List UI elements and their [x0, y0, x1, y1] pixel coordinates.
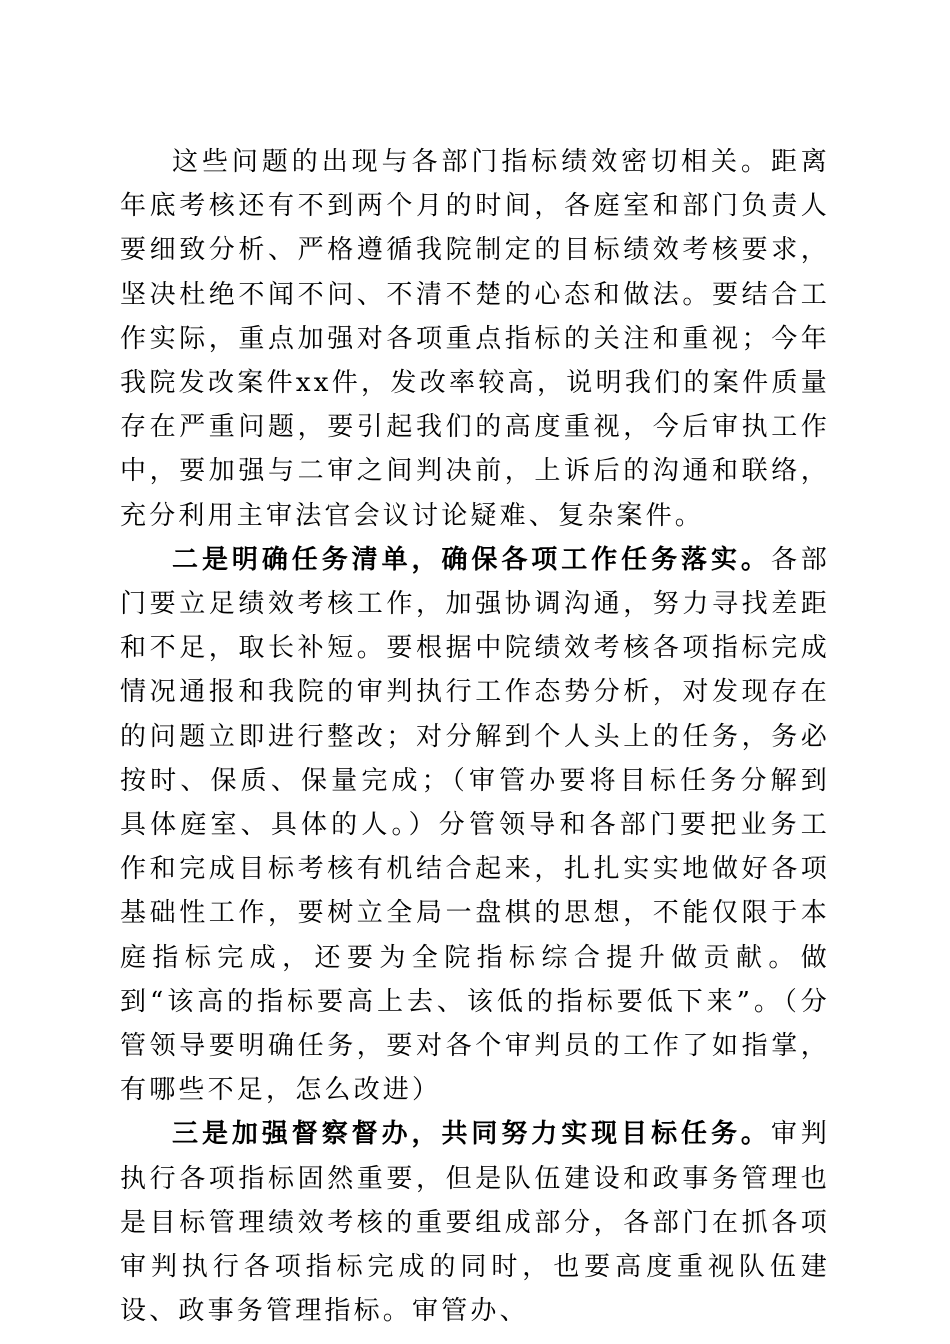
paragraph-1-text: 这些问题的出现与各部门指标绩效密切相关。距离年底考核还有不到两个月的时间，各庭室和部门负责人要细致分析、严格遵循我院制定的目标绩效考核要求，坚决杜绝不闻不问、不清不楚的心态和做法。要结合工作实际，重点加强对各项重点指标的关注和重视；今年我院发改案件xx件，发改率较高，说明我们的案件质量存在严重问题，要引起我们的高度重视，今后审执工作中，要加强与二审之间判决前，上诉后的沟通和联络，充分利用主审法官会议讨论疑难、复杂案件。 [120, 147, 830, 531]
paragraph-3-heading: 三是加强督察督办，共同努力实现目标任务。 [172, 1119, 771, 1150]
paragraph-3 [120, 1112, 830, 1333]
paragraph-2-heading: 二是明确任务清单，确保各项工作任务落实。 [172, 544, 771, 575]
paragraph-2 [120, 538, 830, 1113]
document-body [120, 140, 830, 1333]
paragraph-2-text: 各部门要立足绩效考核工作，加强协调沟通，努力寻找差距和不足，取长补短。要根据中院绩效考核各项指标完成情况通报和我院的审判执行工作态势分析，对发现存在的问题立即进行整改；对分解到个人头上的任务，务必按时、保质、保量完成；（审管办要将目标任务分解到具体庭室、具体的人。）分管领导和各部门要把业务工作和完成目标考核有机结合起来，扎扎实实地做好各项基础性工作，要树立全局一盘棋的思想，不能仅限于本庭指标完成，还要为全院指标综合提升做贡献。做到“该高的指标要高上去、该低的指标要低下来”。（分管领导要明确任务，要对各个审判员的工作了如指掌，有哪些不足，怎么改进） [120, 544, 830, 1106]
paragraph-3-text: 审判执行各项指标固然重要，但是队伍建设和政事务管理也是目标管理绩效考核的重要组成部分，各部门在抓各项审判执行各项指标完成的同时，也要高度重视队伍建设、政事务管理指标。审管办、 [120, 1119, 830, 1327]
paragraph-1 [120, 140, 830, 538]
